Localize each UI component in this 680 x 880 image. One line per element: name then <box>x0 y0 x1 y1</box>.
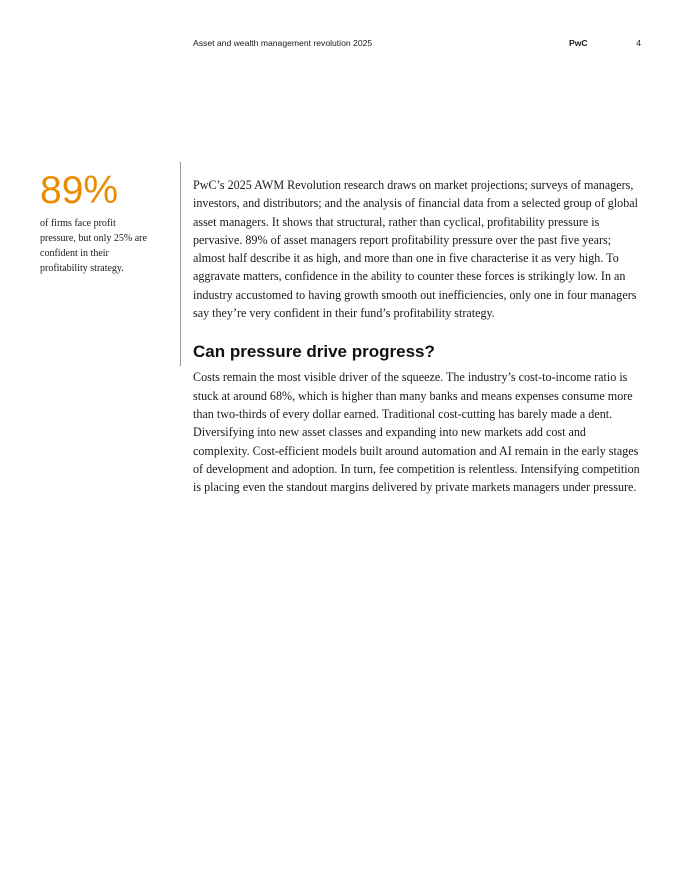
brand-name: PwC <box>569 38 588 48</box>
stat-value: 89% <box>40 169 119 212</box>
intro-paragraph: PwC’s 2025 AWM Revolution research draws on market projections; surveys of managers, investors, and distributors; and the analysis of financial data from a selected group of global asset managers. It shows that structural, rather than cyclical, profitability pressure is pervasive. 89% of asset managers report profitability pressure over the past five years; almost half describe it as high, and more than one in five characterise it as very high. To aggravate matters, confidence in the ability to counter these forces is strikingly low. In an industry accustomed to having growth smooth out inefficiencies, only one in four managers say they’re very confident in their fund’s profitability strategy. <box>193 178 638 321</box>
page-number: 4 <box>636 38 641 48</box>
document-title: Asset and wealth management revolution 2025 <box>193 38 373 48</box>
main-content <box>193 176 641 496</box>
page-header <box>193 38 641 52</box>
vertical-divider <box>180 162 181 366</box>
stat-caption: of firms face profit pressure, but only 25% are confident in their profitability strategy. <box>40 218 147 274</box>
stat-callout <box>40 170 148 276</box>
section-paragraph: Costs remain the most visible driver of the squeeze. The industry’s cost-to-income ratio is stuck at around 68%, which is higher than many banks and means expenses consume more than two-thirds of every dollar earned. Traditional cost-cutting has barely made a dent. Diversifying into new asset classes and expanding into new markets add cost and complexity. Cost-efficient models built around automation and AI remain in the early stages of development and adoption. In turn, fee competition is relentless. Intensifying competition is placing even the standout margins delivered by private markets managers under pressure. <box>193 370 640 495</box>
section-heading: Can pressure drive progress? <box>193 342 435 362</box>
